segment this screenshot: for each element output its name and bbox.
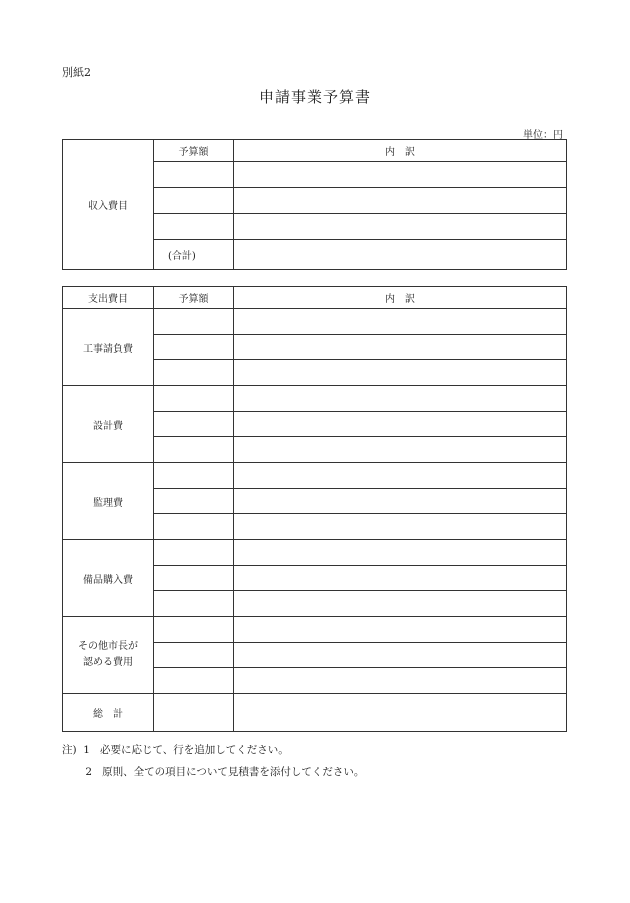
- note-text: 必要に応じて、行を追加してください。: [100, 744, 289, 756]
- expense-detail-cell[interactable]: [234, 360, 567, 386]
- expense-budget-cell[interactable]: [154, 591, 234, 617]
- expense-detail-cell[interactable]: [234, 540, 567, 566]
- document-title: 申請事業予算書: [258, 88, 371, 106]
- expense-budget-cell[interactable]: [154, 617, 234, 643]
- grand-total-budget-cell[interactable]: [154, 694, 234, 732]
- expense-budget-header: 予算額: [154, 287, 234, 309]
- expense-budget-cell[interactable]: [154, 335, 234, 360]
- note-line-2: [62, 761, 364, 783]
- expense-detail-cell[interactable]: [234, 437, 567, 463]
- note-number: 2: [85, 766, 93, 778]
- expense-category-header: 支出費目: [63, 287, 154, 309]
- expense-category-supervision: 監理費: [63, 463, 154, 540]
- expense-budget-cell[interactable]: [154, 386, 234, 412]
- income-total-detail-cell[interactable]: [234, 240, 567, 270]
- expense-budget-cell[interactable]: [154, 668, 234, 694]
- income-budget-header: 予算額: [154, 140, 234, 162]
- expense-detail-cell[interactable]: [234, 489, 567, 514]
- note-prefix: 注): [62, 744, 77, 756]
- expense-detail-cell[interactable]: [234, 643, 567, 668]
- note-text: 原則、全ての項目について見積書を添付してください。: [102, 766, 365, 778]
- expense-category-equipment: 備品購入費: [63, 540, 154, 617]
- expense-detail-cell[interactable]: [234, 617, 567, 643]
- expense-detail-cell[interactable]: [234, 668, 567, 694]
- income-total-label: (合計): [154, 240, 234, 270]
- expense-detail-header: 内 訳: [234, 287, 567, 309]
- expense-detail-cell[interactable]: [234, 309, 567, 335]
- expense-budget-cell[interactable]: [154, 437, 234, 463]
- note-number: 1: [83, 744, 90, 756]
- expense-detail-cell[interactable]: [234, 463, 567, 489]
- expense-detail-cell[interactable]: [234, 412, 567, 437]
- expense-budget-cell[interactable]: [154, 309, 234, 335]
- grand-total-label: 総 計: [63, 694, 154, 732]
- grand-total-detail-cell[interactable]: [234, 694, 567, 732]
- expense-budget-cell[interactable]: [154, 489, 234, 514]
- income-budget-cell[interactable]: [154, 188, 234, 214]
- income-category-label: 収入費目: [63, 140, 154, 270]
- expense-detail-cell[interactable]: [234, 514, 567, 540]
- expense-budget-cell[interactable]: [154, 412, 234, 437]
- expense-category-other: [63, 617, 154, 694]
- expense-budget-cell[interactable]: [154, 360, 234, 386]
- unit-label: 単位：円: [523, 130, 563, 141]
- income-budget-cell[interactable]: [154, 162, 234, 188]
- note-line-1: [62, 739, 364, 761]
- income-detail-cell[interactable]: [234, 162, 567, 188]
- notes: [62, 739, 364, 783]
- expense-category-design: 設計費: [63, 386, 154, 463]
- income-detail-cell[interactable]: [234, 188, 567, 214]
- expense-detail-cell[interactable]: [234, 335, 567, 360]
- expense-detail-cell[interactable]: [234, 591, 567, 617]
- expense-budget-cell[interactable]: [154, 566, 234, 591]
- expense-detail-cell[interactable]: [234, 566, 567, 591]
- expense-other-line1: その他市長が: [78, 641, 138, 652]
- expense-budget-cell[interactable]: [154, 514, 234, 540]
- income-detail-cell[interactable]: [234, 214, 567, 240]
- expense-budget-cell[interactable]: [154, 540, 234, 566]
- attachment-label: 別紙2: [62, 66, 91, 79]
- income-table: [62, 139, 567, 270]
- expense-table: [62, 286, 567, 732]
- expense-detail-cell[interactable]: [234, 386, 567, 412]
- income-budget-cell[interactable]: [154, 214, 234, 240]
- income-detail-header: 内 訳: [234, 140, 567, 162]
- expense-category-construction: 工事請負費: [63, 309, 154, 386]
- expense-budget-cell[interactable]: [154, 643, 234, 668]
- expense-budget-cell[interactable]: [154, 463, 234, 489]
- expense-other-line2: 認める費用: [83, 657, 133, 668]
